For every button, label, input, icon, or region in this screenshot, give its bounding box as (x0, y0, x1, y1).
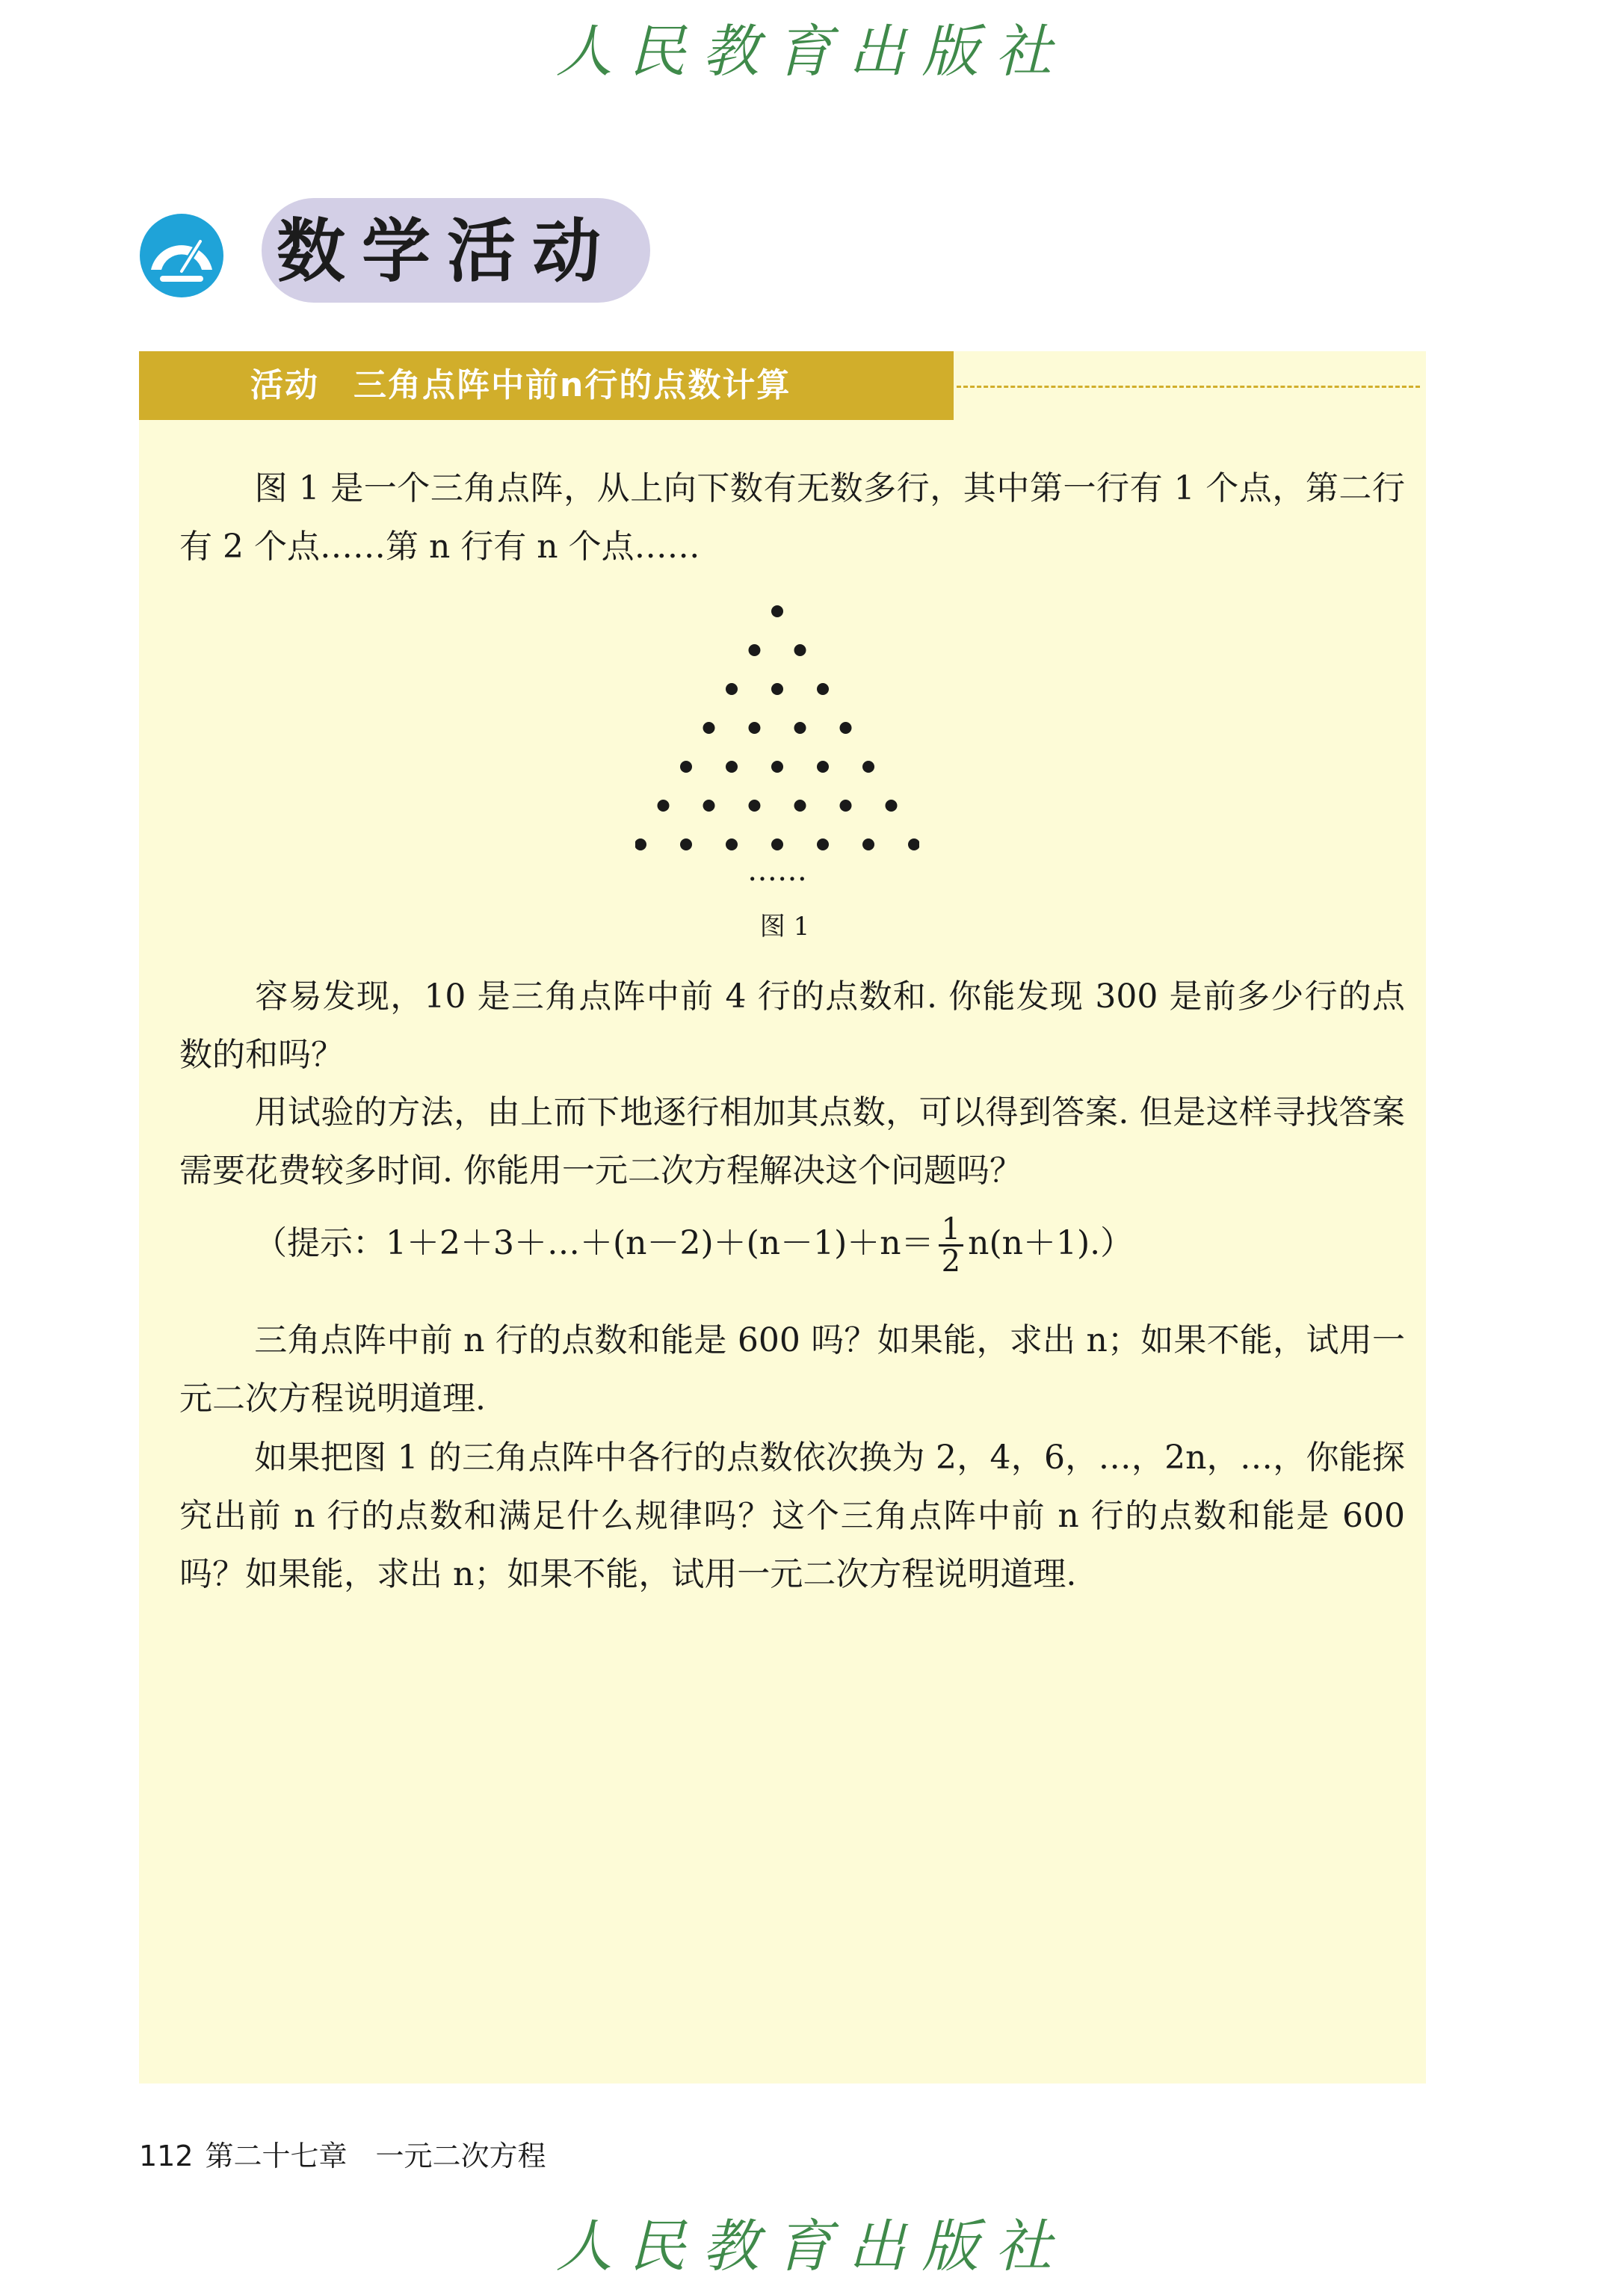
lattice-ellipsis: …… (747, 853, 807, 888)
activity-title-divider (957, 386, 1420, 388)
chapter-title: 第二十七章 一元二次方程 (205, 2140, 546, 2172)
lattice-dot (749, 800, 761, 812)
activity-gauge-icon (138, 211, 226, 300)
publisher-watermark-bottom: 人民教育出版社 (555, 2213, 1069, 2279)
page-footer (139, 2134, 546, 2178)
lattice-dot (771, 838, 783, 850)
lattice-dot (703, 800, 715, 812)
paragraph-even-rows (179, 1429, 1405, 1604)
lattice-dot (840, 722, 852, 734)
activity-title: 活动 三角点阵中前n行的点数计算 (250, 366, 791, 404)
hint-fraction-denominator: 2 (941, 1244, 961, 1279)
paragraph-question-600 (179, 1312, 1405, 1428)
lattice-dot (680, 838, 692, 850)
lattice-dot (794, 644, 806, 656)
lattice-dot (817, 683, 829, 695)
lattice-dot (726, 838, 738, 850)
page-heading: 数学活动 (277, 211, 618, 291)
publisher-watermark-top: 人民教育出版社 (555, 18, 1069, 84)
lattice-dot (726, 683, 738, 695)
lattice-dot (794, 722, 806, 734)
lattice-dot (680, 761, 692, 773)
lattice-dot (862, 838, 874, 850)
paragraph-question-300-text: 容易发现，10 是三角点阵中前 4 行的点数和. 你能发现 300 是前多少行的点数的和吗？ (179, 977, 1405, 1074)
hint-formula (254, 1212, 1405, 1279)
lattice-dot (771, 605, 783, 617)
lattice-dot (703, 722, 715, 734)
paragraph-question-600-text: 三角点阵中前 n 行的点数和能是 600 吗？如果能，求出 n；如果不能，试用一元二次方程说明道理. (179, 1321, 1405, 1418)
lattice-dot (749, 722, 761, 734)
paragraph-intro-text: 图 1 是一个三角点阵，从上向下数有无数多行，其中第一行有 1 个点，第二行有 2 个点……第 n 行有 n 个点…… (179, 469, 1405, 566)
lattice-dot (840, 800, 852, 812)
paragraph-trial-method (179, 1084, 1405, 1200)
lattice-dot (862, 761, 874, 773)
lattice-dot (886, 800, 898, 812)
lattice-dot (794, 800, 806, 812)
lattice-dot (635, 838, 646, 850)
lattice-dot (817, 761, 829, 773)
paragraph-even-rows-text: 如果把图 1 的三角点阵中各行的点数依次换为 2，4，6，…，2n，…，你能探究出前 n 行的点数和满足什么规律吗？这个三角点阵中前 n 行的点数和能是 600 吗？如果能，求出 n；如果不能，试用一元二次方程说明道理. (179, 1439, 1405, 1593)
lattice-dot (908, 838, 919, 850)
lattice-dot (817, 838, 829, 850)
lattice-dot (749, 644, 761, 656)
lattice-dot (771, 761, 783, 773)
hint-fraction-numerator: 1 (939, 1214, 963, 1247)
lattice-dot (771, 683, 783, 695)
paragraph-intro (179, 460, 1405, 576)
hint-fraction (939, 1212, 963, 1279)
paragraph-question-300 (179, 968, 1405, 1084)
triangle-dot-lattice (635, 598, 919, 897)
lattice-dot (658, 800, 670, 812)
figure-caption: 图 1 (759, 912, 810, 942)
hint-prefix: （提示：1＋2＋3＋…＋(n－2)＋(n－1)＋n＝ (254, 1224, 934, 1262)
hint-suffix: n(n＋1).） (968, 1224, 1134, 1262)
lattice-dot (726, 761, 738, 773)
page-number: 112 (139, 2140, 194, 2172)
paragraph-trial-method-text: 用试验的方法，由上而下地逐行相加其点数，可以得到答案. 但是这样寻找答案需要花费较多时间. 你能用一元二次方程解决这个问题吗？ (179, 1093, 1405, 1190)
